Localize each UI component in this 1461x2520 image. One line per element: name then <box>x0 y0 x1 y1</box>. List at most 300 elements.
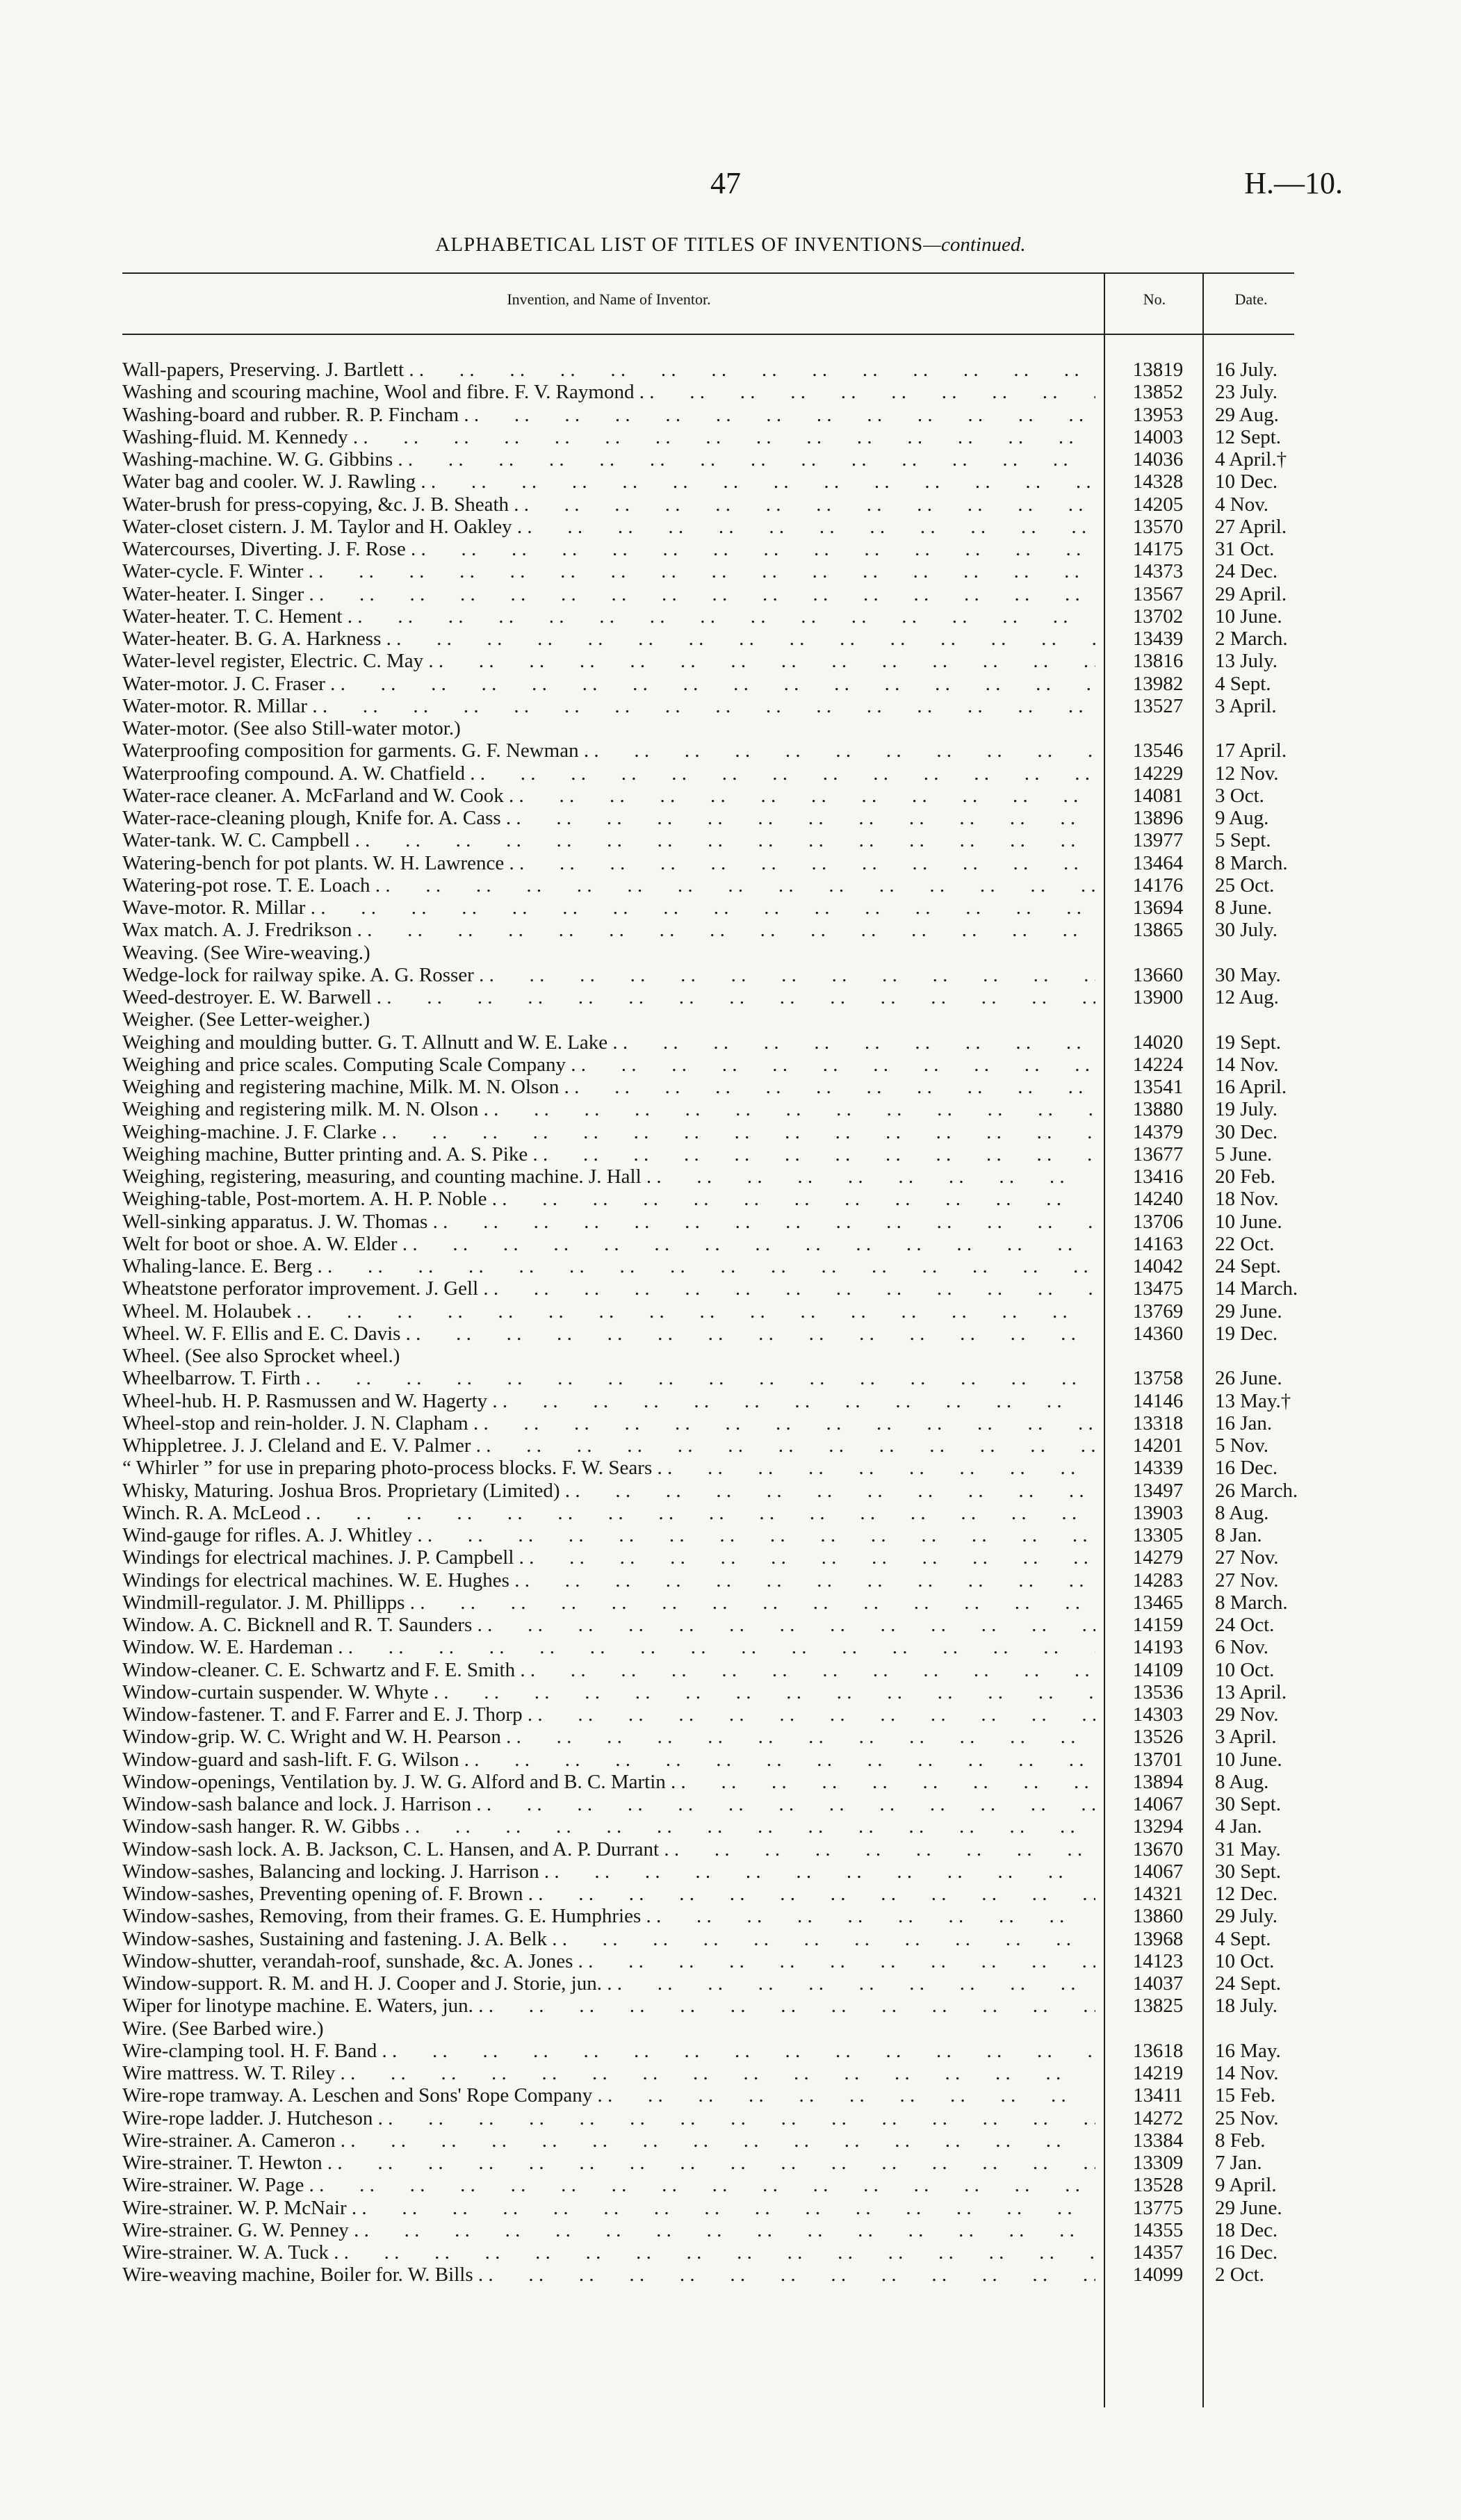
invention-number: 14193 <box>1132 1636 1184 1659</box>
invention-date: 3 April. <box>1215 1726 1277 1749</box>
list-item <box>122 1434 1294 1457</box>
invention-date: 19 July. <box>1215 1098 1278 1121</box>
invention-date: 16 Jan. <box>1215 1412 1273 1434</box>
invention-number: 13528 <box>1132 2174 1184 2197</box>
invention-title: Windmill-regulator. J. M. Phillipps . . <box>122 1592 1095 1614</box>
invention-date: 12 Nov. <box>1215 762 1279 785</box>
invention-title: Wheel-stop and rein-holder. J. N. Clapham . . <box>122 1412 1095 1434</box>
invention-number: 14067 <box>1132 1793 1184 1815</box>
list-item <box>122 1703 1294 1726</box>
column-header-no: No. <box>1143 291 1166 308</box>
invention-title: Window. A. C. Bicknell and R. T. Saunders . . <box>122 1614 1095 1636</box>
list-item <box>122 1883 1294 1905</box>
invention-number: 13758 <box>1132 1367 1184 1390</box>
invention-date: 10 June. <box>1215 1748 1282 1771</box>
invention-date: 5 June. <box>1215 1143 1273 1165</box>
list-item <box>122 1815 1294 1838</box>
invention-title: Wave-motor. R. Millar . . <box>122 897 1095 919</box>
invention-date: 29 Nov. <box>1215 1703 1279 1726</box>
list-item <box>122 1995 1294 2017</box>
invention-number: 13546 <box>1132 739 1184 762</box>
list-item <box>122 1211 1294 1233</box>
invention-number: 14159 <box>1132 1614 1184 1636</box>
list-item <box>122 1636 1294 1658</box>
invention-number: 14355 <box>1132 2218 1184 2241</box>
list-item <box>122 1457 1294 1479</box>
list-item <box>122 650 1294 672</box>
list-item <box>122 2174 1294 2196</box>
list-item <box>122 1569 1294 1592</box>
invention-title: Wire mattress. W. T. Riley . . <box>122 2062 1095 2084</box>
invention-number: 14224 <box>1132 1053 1184 1076</box>
list-item <box>122 1502 1294 1524</box>
invention-title: Whippletree. J. J. Cleland and E. V. Palmer . . <box>122 1434 1095 1457</box>
list-item <box>122 1950 1294 1972</box>
invention-number: 13439 <box>1132 628 1184 650</box>
invention-number: 14328 <box>1132 471 1184 493</box>
invention-title: Window-support. R. M. and H. J. Cooper and J. Storie, jun. . . <box>122 1972 1095 1995</box>
invention-title: Watering-bench for pot plants. W. H. Lawrence . . <box>122 852 1095 874</box>
invention-number: 14360 <box>1132 1322 1184 1345</box>
list-item <box>122 2197 1294 2219</box>
invention-date: 13 July. <box>1215 650 1278 673</box>
invention-title: Wheel-hub. H. P. Rasmussen and W. Hagerty . . <box>122 1390 1095 1412</box>
list-item <box>122 1255 1294 1277</box>
invention-title: Water bag and cooler. W. J. Rawling . . <box>122 471 1095 493</box>
invention-date: 8 March. <box>1215 851 1288 874</box>
invention-title: Window-sash balance and lock. J. Harrison . . <box>122 1793 1095 1815</box>
invention-title: Water-motor. (See also Still-water motor.) <box>122 717 461 739</box>
invention-date: 17 April. <box>1215 739 1287 762</box>
invention-title: Weed-destroyer. E. W. Barwell . . <box>122 986 1095 1008</box>
invention-date: 30 Dec. <box>1215 1120 1278 1143</box>
invention-number: 13475 <box>1132 1277 1184 1300</box>
list-item <box>122 986 1294 1008</box>
invention-title: Window-sashes, Preventing opening of. F. Brown . . <box>122 1883 1095 1905</box>
document-code: H.—10. <box>1244 166 1343 200</box>
invention-title: Window-sash lock. A. B. Jackson, C. L. Hansen, and A. P. Durrant . . <box>122 1838 1095 1860</box>
list-item <box>122 1277 1298 1300</box>
invention-title: Water-heater. B. G. A. Harkness . . <box>122 628 1095 650</box>
invention-date: 8 June. <box>1215 897 1273 919</box>
invention-number: 13694 <box>1132 897 1184 919</box>
invention-date: 29 June. <box>1215 1300 1282 1323</box>
invention-date: 30 July. <box>1215 919 1278 942</box>
invention-number: 13384 <box>1132 2129 1184 2152</box>
invention-title: Window-cleaner. C. E. Schwartz and F. E. Smith . . <box>122 1659 1095 1681</box>
list-item <box>122 1188 1294 1210</box>
invention-number: 14357 <box>1132 2241 1184 2264</box>
list-item <box>122 1771 1294 1793</box>
invention-number: 13294 <box>1132 1815 1184 1838</box>
invention-title: Water-motor. J. C. Fraser . . <box>122 673 1095 695</box>
invention-date: 30 Sept. <box>1215 1860 1282 1883</box>
invention-number: 13775 <box>1132 2196 1184 2219</box>
invention-number: 14373 <box>1132 560 1184 583</box>
invention-number: 14201 <box>1132 1434 1184 1457</box>
invention-date: 10 June. <box>1215 1210 1282 1233</box>
invention-title: Washing and scouring machine, Wool and fibre. F. V. Raymond . . <box>122 381 1095 403</box>
invention-date: 16 Dec. <box>1215 2241 1278 2264</box>
invention-date: 14 March. <box>1215 1277 1298 1300</box>
list-item <box>122 2040 1294 2062</box>
invention-title: Wire-strainer. W. P. McNair . . <box>122 2197 1095 2219</box>
invention-title: Washing-machine. W. G. Gibbins . . <box>122 448 1095 471</box>
list-item <box>122 807 1294 829</box>
list-item <box>122 1592 1294 1614</box>
invention-number: 14020 <box>1132 1031 1184 1054</box>
invention-date: 15 Feb. <box>1215 2084 1275 2107</box>
invention-number: 13953 <box>1132 403 1184 426</box>
invention-date: 12 Dec. <box>1215 1883 1278 1905</box>
invention-number: 14109 <box>1132 1658 1184 1681</box>
invention-title: Weighing machine, Butter printing and. A. S. Pike . . <box>122 1143 1095 1165</box>
invention-title: Wire-strainer. G. W. Penney . . <box>122 2219 1095 2241</box>
invention-number: 14175 <box>1132 538 1184 560</box>
invention-number: 14379 <box>1132 1120 1184 1143</box>
table-top-rule <box>122 272 1294 274</box>
invention-date: 10 June. <box>1215 605 1282 628</box>
invention-date: 26 March. <box>1215 1479 1298 1502</box>
invention-date: 27 Nov. <box>1215 1546 1279 1569</box>
invention-number: 13618 <box>1132 2039 1184 2062</box>
invention-date: 19 Dec. <box>1215 1322 1278 1345</box>
invention-number: 14339 <box>1132 1457 1184 1480</box>
list-item <box>122 2219 1294 2241</box>
invention-number: 13677 <box>1132 1143 1184 1165</box>
invention-date: 8 Aug. <box>1215 1501 1269 1524</box>
invention-date: 29 Aug. <box>1215 403 1279 426</box>
invention-number: 14272 <box>1132 2106 1184 2129</box>
invention-title: Water-brush for press-copying, &c. J. B. Sheath . . <box>122 493 1095 516</box>
invention-title: Water-heater. I. Singer . . <box>122 583 1095 605</box>
list-item <box>122 359 1294 381</box>
invention-title: Wax match. A. J. Fredrikson . . <box>122 919 1095 941</box>
list-item <box>122 2241 1294 2264</box>
invention-number: 14099 <box>1132 2264 1184 2286</box>
invention-number: 13309 <box>1132 2152 1184 2174</box>
list-item <box>122 2084 1294 2106</box>
list-item <box>122 1054 1294 1076</box>
list-item <box>122 852 1294 874</box>
list-item <box>122 739 1294 762</box>
invention-number: 14240 <box>1132 1188 1184 1211</box>
invention-date: 8 Feb. <box>1215 2129 1266 2152</box>
invention-title: Wire-strainer. W. A. Tuck . . <box>122 2241 1095 2264</box>
invention-date: 10 Dec. <box>1215 471 1278 493</box>
list-item <box>122 1390 1294 1412</box>
invention-number: 14279 <box>1132 1546 1184 1569</box>
invention-date: 8 March. <box>1215 1591 1288 1614</box>
invention-date: 14 Nov. <box>1215 2062 1279 2084</box>
invention-date: 23 July. <box>1215 381 1278 404</box>
invention-title: Weigher. (See Letter-weigher.) <box>122 1008 370 1031</box>
invention-title: Water-race cleaner. A. McFarland and W. Cook . . <box>122 785 1095 807</box>
invention-title: Wire-strainer. A. Cameron . . <box>122 2129 1095 2152</box>
invention-number: 14036 <box>1132 448 1184 471</box>
invention-number: 13706 <box>1132 1210 1184 1233</box>
column-header-date: Date. <box>1234 291 1268 308</box>
invention-number: 13567 <box>1132 582 1184 605</box>
invention-title: “ Whirler ” for use in preparing photo-process blocks. F. W. Sears . . <box>122 1457 1095 1479</box>
invention-number: 13896 <box>1132 807 1184 829</box>
invention-number: 14163 <box>1132 1232 1184 1255</box>
invention-date: 5 Sept. <box>1215 829 1271 852</box>
column-header-invention: Invention, and Name of Inventor. <box>507 291 711 308</box>
invention-number: 13825 <box>1132 1995 1184 2018</box>
invention-title: Weighing and price scales. Computing Scale Company . . <box>122 1054 1095 1076</box>
invention-number: 14037 <box>1132 1972 1184 1995</box>
invention-title: Wire-strainer. W. Page . . <box>122 2174 1095 2196</box>
list-item <box>122 1031 1294 1054</box>
invention-date: 7 Jan. <box>1215 2152 1262 2174</box>
invention-title: Water-motor. R. Millar . . <box>122 695 1095 717</box>
list-item <box>122 2129 1294 2152</box>
list-item <box>122 897 1294 919</box>
invention-date: 4 Sept. <box>1215 1927 1271 1950</box>
list-item <box>122 942 1294 964</box>
list-item <box>122 2018 1294 2040</box>
invention-title: Weighing and registering machine, Milk. M. N. Olson . . <box>122 1076 1095 1098</box>
list-item <box>122 1143 1294 1165</box>
invention-date: 19 Sept. <box>1215 1031 1282 1054</box>
invention-date: 29 June. <box>1215 2196 1282 2219</box>
invention-date: 3 Oct. <box>1215 784 1264 807</box>
invention-title: Windings for electrical machines. W. E. Hughes . . <box>122 1569 1095 1592</box>
invention-date: 30 Sept. <box>1215 1793 1282 1815</box>
invention-date: 2 March. <box>1215 628 1288 650</box>
invention-date: 4 April.† <box>1215 448 1287 471</box>
invention-date: 18 Nov. <box>1215 1188 1279 1211</box>
invention-title: Wire-rope ladder. J. Hutcheson . . <box>122 2107 1095 2129</box>
list-item <box>122 1614 1294 1636</box>
invention-title: Well-sinking apparatus. J. W. Thomas . . <box>122 1211 1095 1233</box>
invention-title: Washing-board and rubber. R. P. Fincham . . <box>122 404 1095 426</box>
invention-number: 13977 <box>1132 829 1184 852</box>
invention-number: 13497 <box>1132 1479 1184 1502</box>
list-item <box>122 516 1294 538</box>
list-item <box>122 404 1294 426</box>
invention-title: Wheelbarrow. T. Firth . . <box>122 1367 1095 1389</box>
list-item <box>122 695 1294 717</box>
invention-number: 14283 <box>1132 1569 1184 1592</box>
list-item <box>122 1323 1294 1345</box>
invention-date: 24 Sept. <box>1215 1255 1282 1277</box>
list-item <box>122 538 1294 560</box>
list-item <box>122 919 1294 941</box>
invention-title: Wheel. M. Holaubek . . <box>122 1300 1095 1323</box>
invention-title: Window-guard and sash-lift. F. G. Wilson . . <box>122 1749 1095 1771</box>
list-item <box>122 628 1294 650</box>
invention-date: 29 July. <box>1215 1905 1278 1928</box>
invention-number: 14321 <box>1132 1883 1184 1905</box>
invention-date: 10 Oct. <box>1215 1658 1275 1681</box>
invention-number: 13880 <box>1132 1098 1184 1121</box>
invention-title: Window. W. E. Hardeman . . <box>122 1636 1095 1658</box>
list-item <box>122 829 1294 851</box>
list-item <box>122 1367 1294 1389</box>
invention-date: 20 Feb. <box>1215 1165 1275 1188</box>
invention-title: Window-shutter, verandah-roof, sunshade, &c. A. Jones . . <box>122 1950 1095 1972</box>
invention-title: Watering-pot rose. T. E. Loach . . <box>122 874 1095 897</box>
list-item <box>122 1165 1294 1188</box>
list-item <box>122 448 1294 471</box>
invention-number: 13411 <box>1133 2084 1183 2107</box>
invention-date: 13 May.† <box>1215 1389 1291 1412</box>
list-item <box>122 964 1294 986</box>
invention-number: 14229 <box>1132 762 1184 785</box>
invention-date: 29 April. <box>1215 582 1287 605</box>
list-item <box>122 1233 1294 1255</box>
invention-date: 27 April. <box>1215 515 1287 538</box>
list-item <box>122 560 1294 582</box>
inventions-list <box>122 359 1298 2286</box>
invention-date: 12 Sept. <box>1215 425 1282 448</box>
invention-date: 30 May. <box>1215 963 1281 986</box>
invention-number: 13702 <box>1132 605 1184 628</box>
invention-title: Wall-papers, Preserving. J. Bartlett . . <box>122 359 1095 381</box>
list-item <box>122 1300 1294 1323</box>
invention-title: Weighing-table, Post-mortem. A. H. P. Noble . . <box>122 1188 1095 1210</box>
title-suffix: —continued. <box>923 234 1026 256</box>
invention-date: 27 Nov. <box>1215 1569 1279 1592</box>
title-main: ALPHABETICAL LIST OF TITLES OF INVENTIONS <box>435 234 924 256</box>
invention-date: 24 Oct. <box>1215 1614 1275 1636</box>
invention-number: 13900 <box>1132 986 1184 1008</box>
list-item <box>122 381 1294 403</box>
list-item <box>122 1479 1298 1502</box>
invention-number: 14176 <box>1132 874 1184 897</box>
invention-number: 14303 <box>1132 1703 1184 1726</box>
invention-date: 16 July. <box>1215 359 1278 381</box>
list-item <box>122 1546 1294 1569</box>
list-item <box>122 2152 1294 2174</box>
invention-date: 3 April. <box>1215 694 1277 717</box>
list-item <box>122 493 1294 516</box>
invention-title: Window-sashes, Sustaining and fastening. J. A. Belk . . <box>122 1928 1095 1950</box>
list-item <box>122 1726 1294 1748</box>
list-item <box>122 1412 1294 1434</box>
invention-number: 14205 <box>1132 493 1184 516</box>
invention-date: 8 Jan. <box>1215 1524 1262 1546</box>
list-item <box>122 2264 1294 2286</box>
invention-title: Whaling-lance. E. Berg . . <box>122 1255 1095 1277</box>
invention-date: 24 Sept. <box>1215 1972 1282 1995</box>
invention-date: 9 Aug. <box>1215 807 1269 829</box>
invention-title: Weighing-machine. J. F. Clarke . . <box>122 1121 1095 1143</box>
invention-number: 13465 <box>1132 1591 1184 1614</box>
invention-date: 13 April. <box>1215 1680 1287 1703</box>
invention-title: Winch. R. A. McLeod . . <box>122 1502 1095 1524</box>
invention-number: 13527 <box>1132 694 1184 717</box>
invention-title: Wind-gauge for rifles. A. J. Whitley . . <box>122 1524 1095 1546</box>
invention-date: 18 July. <box>1215 1995 1278 2018</box>
invention-title: Water-race-cleaning plough, Knife for. A. Cass . . <box>122 807 1095 829</box>
invention-title: Wiper for linotype machine. E. Waters, jun. . . <box>122 1995 1095 2017</box>
invention-date: 25 Oct. <box>1215 874 1275 897</box>
invention-title: Wheatstone perforator improvement. J. Gell . . <box>122 1277 1095 1300</box>
invention-date: 16 May. <box>1215 2039 1281 2062</box>
list-item <box>122 426 1294 448</box>
invention-number: 14067 <box>1132 1860 1184 1883</box>
invention-title: Wire. (See Barbed wire.) <box>122 2017 324 2040</box>
invention-title: Window-sashes, Removing, from their frames. G. E. Humphries . . <box>122 1905 1095 1927</box>
invention-title: Wire-rope tramway. A. Leschen and Sons' Rope Company . . <box>122 2084 1095 2106</box>
list-item <box>122 583 1294 605</box>
invention-date: 14 Nov. <box>1215 1053 1279 1076</box>
invention-number: 13536 <box>1132 1680 1184 1703</box>
list-item <box>122 1928 1294 1950</box>
invention-date: 5 Nov. <box>1215 1434 1269 1457</box>
invention-date: 25 Nov. <box>1215 2106 1279 2129</box>
invention-number: 13982 <box>1132 672 1184 695</box>
list-item <box>122 2062 1294 2084</box>
list-item <box>122 1524 1294 1546</box>
invention-date: 31 May. <box>1215 1838 1281 1860</box>
invention-number: 13852 <box>1132 381 1184 404</box>
invention-title: Window-sash hanger. R. W. Gibbs . . <box>122 1815 1095 1838</box>
invention-number: 14146 <box>1132 1389 1184 1412</box>
invention-title: Washing-fluid. M. Kennedy . . <box>122 426 1095 448</box>
invention-title: Watercourses, Diverting. J. F. Rose . . <box>122 538 1095 560</box>
list-item <box>122 2107 1294 2129</box>
invention-number: 13305 <box>1132 1524 1184 1546</box>
list-item <box>122 1098 1294 1120</box>
list-item <box>122 471 1294 493</box>
invention-date: 4 Nov. <box>1215 493 1269 516</box>
invention-number: 14003 <box>1132 425 1184 448</box>
page-title <box>0 234 1461 256</box>
list-item <box>122 1860 1294 1883</box>
invention-title: Water-level register, Electric. C. May . . <box>122 650 1095 672</box>
list-item <box>122 1008 1294 1031</box>
invention-title: Waterproofing composition for garments. G. F. Newman . . <box>122 739 1095 762</box>
list-item <box>122 1345 1294 1367</box>
invention-title: Window-sashes, Balancing and locking. J. Harrison . . <box>122 1860 1095 1883</box>
invention-number: 13526 <box>1132 1726 1184 1749</box>
page-number: 47 <box>710 166 741 200</box>
list-item <box>122 874 1294 897</box>
invention-number: 13968 <box>1132 1927 1184 1950</box>
invention-number: 13903 <box>1132 1501 1184 1524</box>
list-item <box>122 673 1294 695</box>
invention-date: 22 Oct. <box>1215 1232 1275 1255</box>
invention-title: Wheel. W. F. Ellis and E. C. Davis . . <box>122 1323 1095 1345</box>
invention-title: Wedge-lock for railway spike. A. G. Rosser . . <box>122 964 1095 986</box>
invention-title: Water-cycle. F. Winter . . <box>122 560 1095 582</box>
list-item <box>122 1838 1294 1860</box>
list-item <box>122 1749 1294 1771</box>
list-item <box>122 1121 1294 1143</box>
invention-title: Wheel. (See also Sprocket wheel.) <box>122 1345 400 1367</box>
invention-date: 24 Dec. <box>1215 560 1278 583</box>
list-item <box>122 1659 1294 1681</box>
list-item <box>122 1793 1294 1815</box>
invention-date: 12 Aug. <box>1215 986 1279 1008</box>
invention-number: 13660 <box>1132 963 1184 986</box>
invention-date: 18 Dec. <box>1215 2218 1278 2241</box>
invention-date: 4 Sept. <box>1215 672 1271 695</box>
invention-title: Weaving. (See Wire-weaving.) <box>122 941 370 964</box>
list-item <box>122 605 1294 628</box>
list-item <box>122 1972 1294 1995</box>
invention-date: 2 Oct. <box>1215 2264 1264 2286</box>
invention-date: 9 April. <box>1215 2174 1277 2197</box>
list-item <box>122 1681 1294 1703</box>
invention-date: 4 Jan. <box>1215 1815 1262 1838</box>
list-item <box>122 785 1294 807</box>
invention-date: 16 Dec. <box>1215 1457 1278 1480</box>
